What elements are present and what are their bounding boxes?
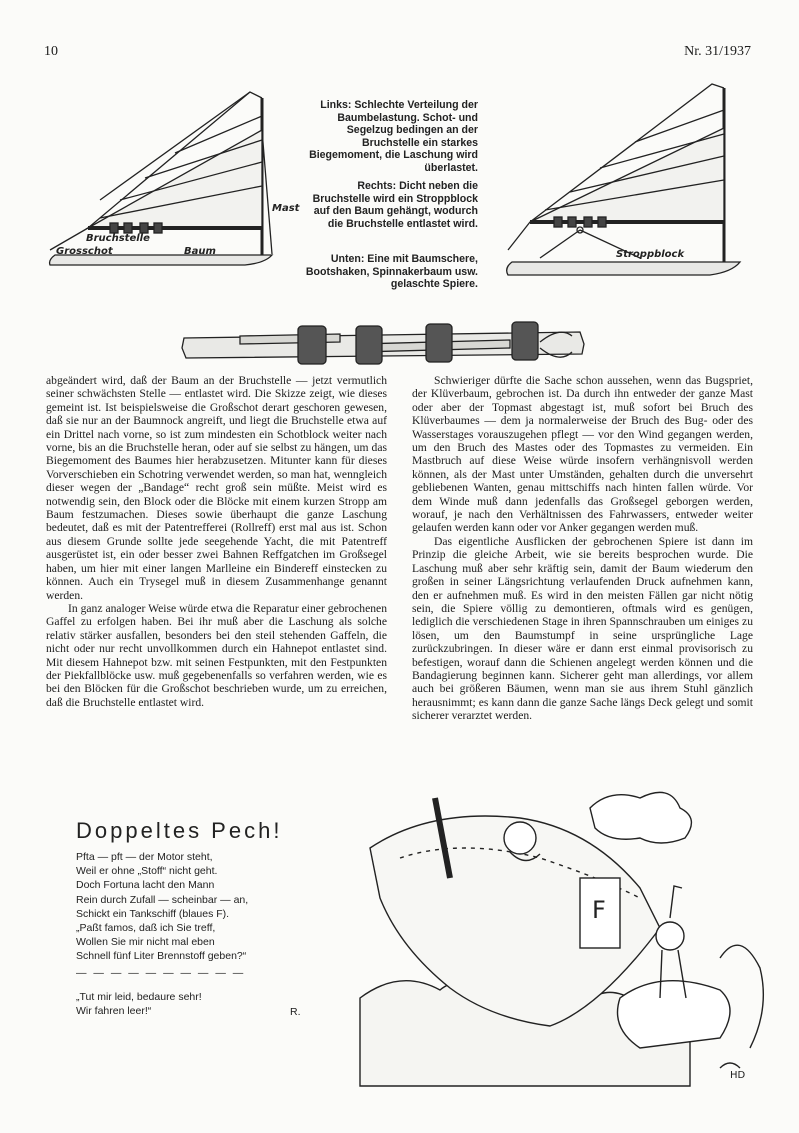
poem-signature: R. [290, 1006, 301, 1018]
mast-label: Mast [272, 203, 300, 214]
poem-reply-line: „Tut mir leid, bedaure sehr! [76, 990, 202, 1003]
issue-number: Nr. 31/1937 [684, 44, 751, 59]
article-column-left [46, 374, 387, 709]
svg-text:F: F [592, 896, 606, 924]
grossschot-label: Grosschot [56, 246, 113, 257]
poem-line: Rein durch Zufall — scheinbar — an, [76, 893, 249, 906]
poem-line: Weil er ohne „Stoff“ nicht geht. [76, 865, 218, 878]
article-column-right [412, 374, 753, 723]
caption-left: Links: Schlechte Verteilung der Baumbelastung. Schot- und Segelzug bedingen an der Bruchstelle ein starkes Biegemoment, die Laschung wird überlastet. [309, 99, 478, 174]
poem-title: Doppeltes Pech! [76, 818, 283, 843]
tanker-cartoon-illustration [340, 768, 780, 1088]
poem-separator: — — — — — — — — — — [76, 966, 246, 979]
poem-line: Schickt ein Tankschiff (blaues F). [76, 907, 230, 920]
article-paragraph: Das eigentliche Ausflicken der gebrochenen Spiere ist dann im Prinzip die gleiche Arbeit, wie sie bereits besprochen wurde. Die Laschung muß aber sehr kräftig sein, damit der Baum wiederum den großen in seiner Längsrichtung verlaufenden Druck aufnehmen kann, den er aufnehmen muß. Es wird in den meisten Fällen gar nicht nötig sein, die Spiere völlig zu demontieren, oftmals wird es genügen, lediglich die verschiedenen Stage in ihren Spannschrauben um einiges zu lösen, um den Baumstumpf in seine ursprüngliche Lage zurückzubringen. In dieser wäre er dann erst einmal provisorisch zu befestigen, worauf dann die Schienen angelegt werden können und die Bandagierung beginnen kann. Sicherer geht man allerdings, vor allem auch bei größeren Bäumen, wenn man sie aus ihrem Stuhl gänzlich herausnimmt; es kann dann die ganze Sache längs Deck gelegt und somit sicherer verarztet werden. [412, 534, 753, 723]
svg-text:HD: HD [730, 1070, 746, 1081]
poem [76, 850, 316, 1018]
poem-reply-line: Wir fahren leer!“ [76, 1005, 152, 1018]
page-number: 10 [44, 44, 58, 59]
article-paragraph: abgeändert wird, daß der Baum an der Bruchstelle — jetzt vermutlich seiner schwächsten Stelle — entlastet wird. Die Skizze zeigt, wie dieses gemeint ist. Ist beispielsweise die Großschot derart geschoren gewesen, daß sie nur an der Baumnock angreift, und liegt die Bruchstelle etwa auf ein Drittel nach vorne, so ist zum mindesten ein Schotblock weiter nach vorne, bis an die Bruchstelle heran, oder auf sie selbst zu hängen, um das Biegemoment des Baumes hier herabzusetzen. Mitunter kann für dieses Vorverschieben ein Schotring verwendet werden, so man hat, wenngleich dieser wegen der „Bandage“ recht groß sein müßte. Meist wird es notwendig sein, den Block oder die Blöcke mit einem kurzen Stropp am Baum festzumachen. Dieses sowie überhaupt die ganze Laschung bedeutet, daß es mit der Patentrefferei (Rollreff) erst mal aus ist. Schon aus diesem Grunde sollte jede seegehende Yacht, die mit Patentreff ausgerüstet ist, ein oder besser zwei Bahnen Reffgatchen im Großsegel haben, um hier mit einer langen Marlleine ein Bindereff einstecken zu können. Auch ein Trysegel muß in diesem Zusammenhange genannt werden. [46, 374, 387, 602]
poem-line: Doch Fortuna lacht den Mann [76, 879, 215, 892]
poem-line: Wollen Sie mir nicht mal eben [76, 936, 215, 949]
poem-line: Schnell fünf Liter Brennstoff geben?“ [76, 950, 247, 963]
bruchstelle-label: Bruchstelle [86, 233, 150, 244]
lashed-spar-illustration [180, 318, 600, 368]
stroppblock-label: Stroppblock [616, 249, 685, 260]
article-paragraph: Schwieriger dürfte die Sache schon aussehen, wenn das Bugspriet, der Klüverbaum, gebrochen ist. Da durch ihn entweder der ganze Mast oder aber der Topmast abgestagt ist, muß sofort bei Bruch des Klüverbaumes — dem ja normalerweise der Bruch des Bug- oder des Wasserstages vorauszugehen pflegt — vor den Wind gegangen werden, um den Bruch des Mastes oder des Topmastes zu vermeiden. Ein Mastbruch auf diese Weise würde insofern verhängnisvoll werden können, als der Mast unter Umständen, gehalten durch die unversehrt gebliebenen Wanten, genau mittschiffs nach hinten fallen würde. Vor dem Winde muß dann jedenfalls das Großsegel geborgen werden, worauf, je nach den Verhältnissen des Fahrwassers, entweder weiter gelaufen werden kann oder vor Anker gegangen werden muß. [412, 374, 753, 535]
caption-under: Unten: Eine mit Baumschere, Bootshaken, Spinnakerbaum usw. gelaschte Spiere. [305, 253, 478, 291]
article-paragraph: In ganz analoger Weise würde etwa die Reparatur einer gebrochenen Gaffel zu erfolgen haben. Bei ihr muß aber die Laschung als solche relativ stärker ausfallen, besonders bei den steil stehenden Gaffeln, die nicht oder nur recht unvollkommen durch ein Hahnepot entlastet sind. Mit diesem Hahnepot bzw. mit seinen Festpunkten, mit den Festpunkten der Piekfallblöcke usw. muß gegebenenfalls so verfahren werden, wie es bei den Blöcken für die Großschot beschrieben wurde, um zu erreichen, daß die Bruchstelle entlastet wird. [46, 601, 387, 709]
poem-line: Pfta — pft — der Motor steht, [76, 851, 213, 863]
caption-right: Rechts: Dicht neben die Bruchstelle wird ein Stroppblock auf den Baum gehängt, wodurch die Bruchstelle entlastet wird. [312, 180, 478, 230]
poem-line: „Paßt famos, daß ich Sie treff, [76, 922, 216, 935]
baum-label: Baum [184, 246, 216, 257]
sailboat-left-illustration [40, 90, 300, 290]
